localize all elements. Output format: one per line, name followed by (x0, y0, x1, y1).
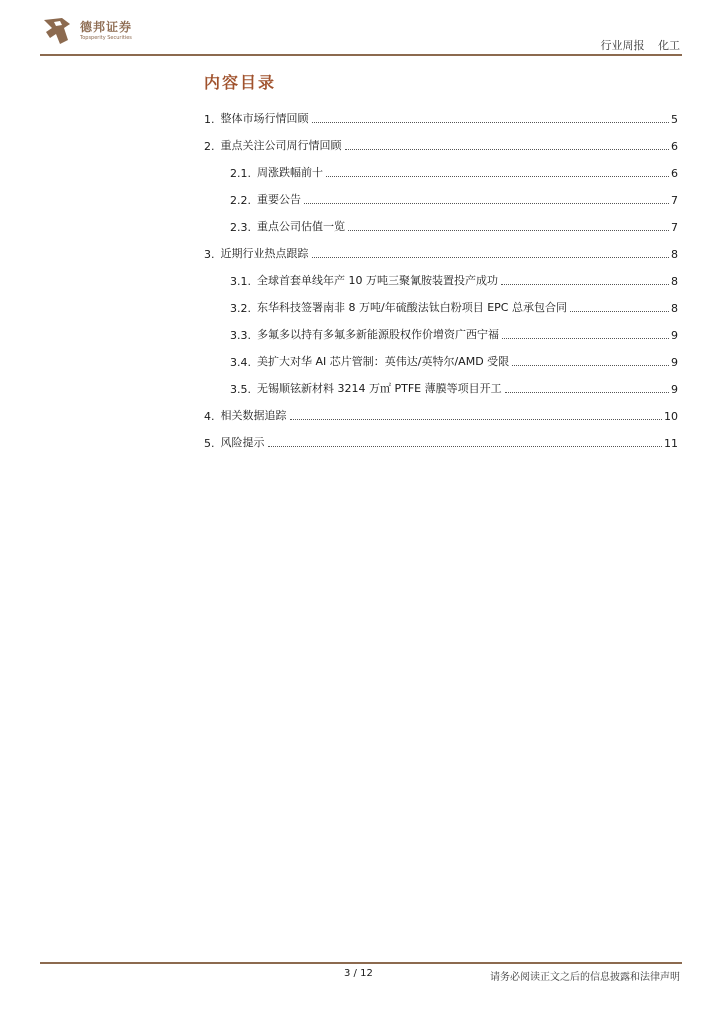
toc-item-1[interactable] (204, 108, 678, 126)
toc-item-5[interactable] (204, 432, 678, 450)
toc-item-3[interactable] (204, 243, 678, 261)
toc-item-label: 东华科技签署南非 8 万吨/年硫酸法钛白粉项目 EPC 总承包合同 (257, 301, 567, 314)
toc-item-3-1[interactable] (230, 270, 678, 288)
logo-mark-icon (40, 14, 76, 48)
toc-item-page: 11 (664, 437, 678, 450)
toc-item-page: 7 (671, 194, 678, 207)
toc-item-label: 美扩大对华 AI 芯片管制：英伟达/英特尔/AMD 受限 (257, 355, 510, 368)
logo-chinese-name: 德邦证券 (80, 20, 133, 34)
toc-leader-dots (268, 446, 663, 447)
toc-item-3-2[interactable] (230, 297, 678, 315)
toc-item-label: 重点关注公司周行情回顾 (220, 139, 342, 152)
toc-item-2-3[interactable] (230, 216, 678, 234)
toc-item-page: 7 (671, 221, 678, 234)
toc-item-3-5[interactable] (230, 378, 678, 396)
toc-item-page: 8 (671, 275, 678, 288)
toc-item-page: 10 (664, 410, 678, 423)
company-logo (40, 14, 140, 48)
toc-item-3-4[interactable] (230, 351, 678, 369)
toc-leader-dots (312, 257, 670, 258)
toc-item-number: 1. (204, 113, 215, 126)
toc-item-page: 6 (671, 140, 678, 153)
toc-item-number: 3. (204, 248, 215, 261)
toc-leader-dots (502, 338, 669, 339)
toc-item-number: 4. (204, 410, 215, 423)
page-indicator: 3 / 12 (344, 968, 373, 979)
report-sector: 化工 (658, 39, 680, 52)
toc-item-2-2[interactable] (230, 189, 678, 207)
toc-leader-dots (326, 176, 669, 177)
toc-item-number: 2.2. (230, 194, 251, 207)
toc-item-page: 9 (671, 383, 678, 396)
toc-item-number: 2.3. (230, 221, 251, 234)
toc-item-number: 2. (204, 140, 215, 153)
toc-leader-dots (348, 230, 669, 231)
toc-item-number: 3.2. (230, 302, 251, 315)
toc-item-label: 全球首套单线年产 10 万吨三聚氰胺装置投产成功 (257, 274, 498, 287)
toc-title: 内容目录 (204, 73, 277, 92)
toc-item-label: 无锡顺铉新材料 3214 万㎡ PTFE 薄膜等项目开工 (257, 382, 502, 395)
toc-item-label: 重要公告 (257, 193, 301, 206)
page-header (0, 0, 724, 60)
toc-item-4[interactable] (204, 405, 678, 423)
toc-item-label: 重点公司估值一览 (257, 220, 345, 233)
legal-disclaimer: 请务必阅读正文之后的信息披露和法律声明 (490, 972, 680, 983)
toc-item-number: 3.5. (230, 383, 251, 396)
toc-item-page: 8 (671, 302, 678, 315)
toc-item-page: 9 (671, 356, 678, 369)
toc-item-label: 整体市场行情回顾 (220, 112, 309, 125)
toc-item-label: 风险提示 (220, 436, 265, 449)
toc-item-3-3[interactable] (230, 324, 678, 342)
toc-leader-dots (304, 203, 669, 204)
toc-item-page: 5 (671, 113, 678, 126)
toc-item-number: 2.1. (230, 167, 251, 180)
toc-item-2-1[interactable] (230, 162, 678, 180)
toc-leader-dots (512, 365, 669, 366)
toc-item-label: 近期行业热点跟踪 (220, 247, 309, 260)
logo-english-name: Topsperity Securities (80, 35, 132, 41)
toc-item-label: 多氟多以持有多氟多新能源股权作价增资广西宁福 (257, 328, 499, 341)
toc-leader-dots (345, 149, 670, 150)
toc-leader-dots (290, 419, 663, 420)
report-type: 行业周报 (600, 39, 645, 52)
toc-leader-dots (312, 122, 670, 123)
toc-item-page: 8 (671, 248, 678, 261)
report-category (601, 37, 681, 53)
toc-item-number: 3.3. (230, 329, 251, 342)
toc-item-page: 9 (671, 329, 678, 342)
toc-leader-dots (570, 311, 669, 312)
toc-leader-dots (501, 284, 669, 285)
header-divider (40, 54, 682, 56)
toc-item-page: 6 (671, 167, 678, 180)
toc-item-2[interactable] (204, 135, 678, 153)
toc-item-label: 周涨跌幅前十 (257, 166, 323, 179)
toc-item-label: 相关数据追踪 (220, 409, 287, 422)
toc-item-number: 5. (204, 437, 215, 450)
toc-item-number: 3.1. (230, 275, 251, 288)
toc-leader-dots (505, 392, 669, 393)
footer-divider (40, 962, 682, 964)
toc-item-number: 3.4. (230, 356, 251, 369)
